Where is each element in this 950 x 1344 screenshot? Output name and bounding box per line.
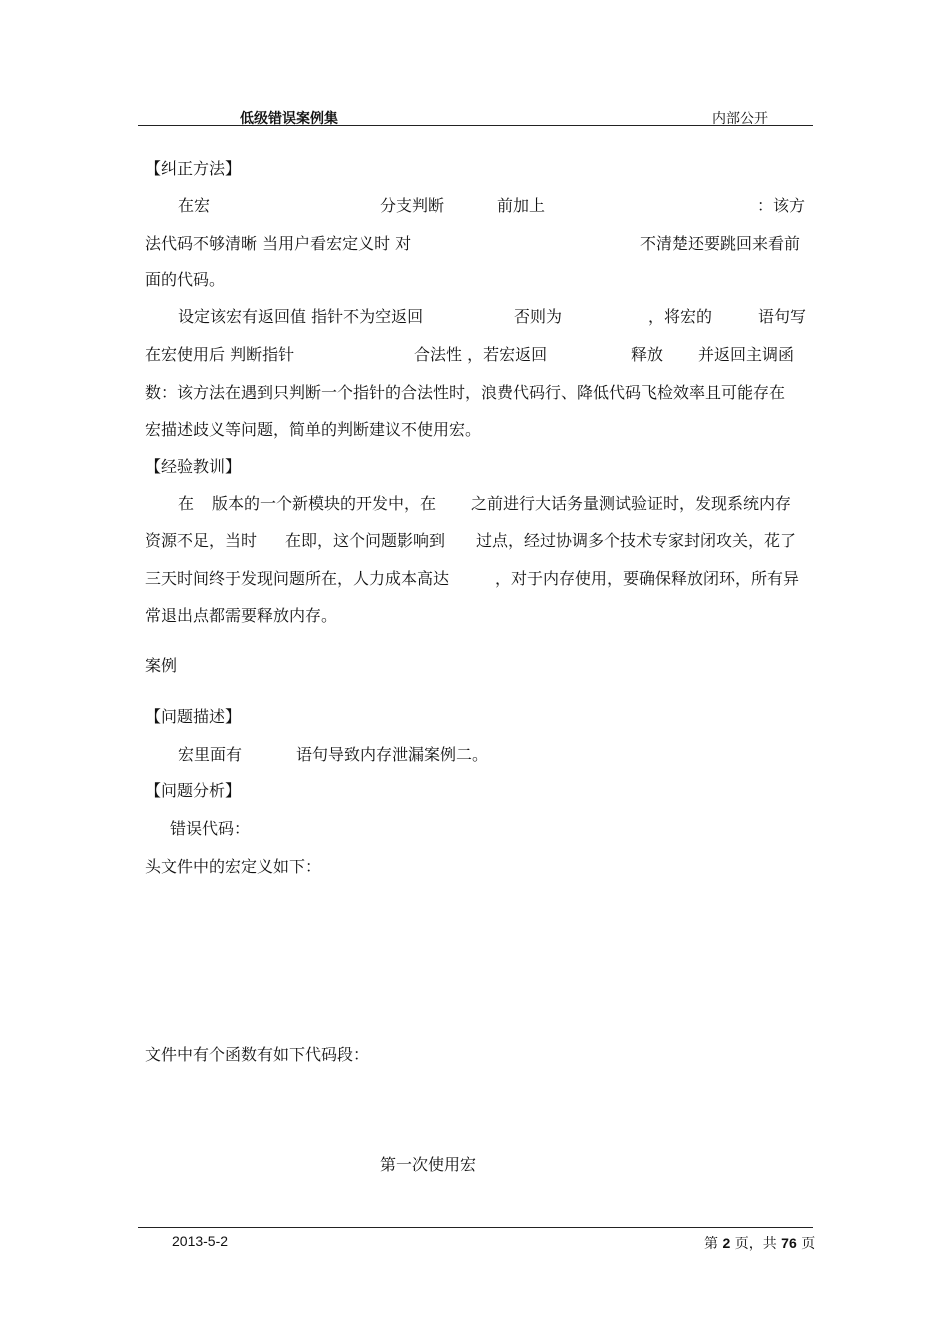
text-p2-l1-d: 语句写 xyxy=(758,307,807,326)
footer-page-middle: 页，共 xyxy=(734,1236,777,1252)
section-heading-analysis: 【问题分析】 xyxy=(145,781,242,800)
text-p2-l3: 数：该方法在遇到只判断一个指针的合法性时，浪费代码行、降低代码飞检效率且可能存在 xyxy=(145,383,786,402)
footer-page-info xyxy=(704,1233,815,1253)
text-p1-l2-b: 不清楚还要跳回来看前 xyxy=(640,234,801,253)
text-p3-l2-b: 在即，这个问题影响到 xyxy=(285,531,446,550)
text-problem-b: 语句导致内存泄漏案例二。 xyxy=(296,745,489,764)
text-p3-l3-b: ，对于内存使用，要确保释放闭环，所有异 xyxy=(495,569,800,588)
text-p1-l1-d: ：该方 xyxy=(757,196,806,215)
footer-page-prefix: 第 xyxy=(704,1236,718,1252)
text-header-macro: 头文件中的宏定义如下： xyxy=(145,857,322,876)
text-p2-l1-b: 否则为 xyxy=(514,307,563,326)
header-title: 低级错误案例集 xyxy=(240,111,338,127)
text-p1-l2-a: 法代码不够清晰 当用户看宏定义时 对 xyxy=(145,234,412,253)
text-p3-l1-b: 版本的一个新模块的开发中，在 xyxy=(212,494,437,513)
footer-page-suffix: 页 xyxy=(801,1236,816,1252)
footer-page-total: 76 xyxy=(781,1235,797,1251)
text-p3-l1-c: 之前进行大话务量测试验证时，发现系统内存 xyxy=(471,494,792,513)
text-first-use: 第一次使用宏 xyxy=(380,1155,477,1174)
text-error-code: 错误代码： xyxy=(170,819,251,838)
section-heading-lesson: 【经验教训】 xyxy=(145,457,242,476)
header-classification: 内部公开 xyxy=(712,111,768,127)
text-p1-l1-a: 在宏 xyxy=(178,196,211,215)
case-label: 案例 xyxy=(145,656,178,675)
text-p3-l3-a: 三天时间终于发现问题所在，人力成本高达 xyxy=(145,569,450,588)
text-p3-l4: 常退出点都需要释放内存。 xyxy=(145,606,338,625)
text-p1-l3: 面的代码。 xyxy=(145,270,226,289)
text-p2-l2-c: 释放 xyxy=(631,345,664,364)
text-p3-l1-a: 在 xyxy=(178,494,195,513)
text-p2-l4: 宏描述歧义等问题，简单的判断建议不使用宏。 xyxy=(145,420,482,439)
footer-rule xyxy=(138,1227,813,1228)
text-p2-l2-b: 合法性 ，若宏返回 xyxy=(414,345,548,364)
text-p2-l1-c: ，将宏的 xyxy=(648,307,713,326)
section-heading-problem: 【问题描述】 xyxy=(145,707,242,726)
footer-page-number: 2 xyxy=(722,1235,731,1251)
text-file-code: 文件中有个函数有如下代码段： xyxy=(145,1045,370,1064)
text-p3-l2-c: 过点，经过协调多个技术专家封闭攻关，花了 xyxy=(476,531,797,550)
section-heading-correction: 【纠正方法】 xyxy=(145,159,242,178)
footer-date: 2013-5-2 xyxy=(172,1233,229,1249)
text-problem-a: 宏里面有 xyxy=(178,745,243,764)
text-p1-l1-c: 前加上 xyxy=(497,196,546,215)
text-p2-l2-a: 在宏使用后 判断指针 xyxy=(145,345,295,364)
text-p2-l1-a: 设定该宏有返回值 指针不为空返回 xyxy=(178,307,424,326)
text-p3-l2-a: 资源不足，当时 xyxy=(145,531,258,550)
text-p1-l1-b: 分支判断 xyxy=(380,196,445,215)
header-rule xyxy=(138,125,813,126)
text-p2-l2-d: 并返回主调函 xyxy=(698,345,795,364)
